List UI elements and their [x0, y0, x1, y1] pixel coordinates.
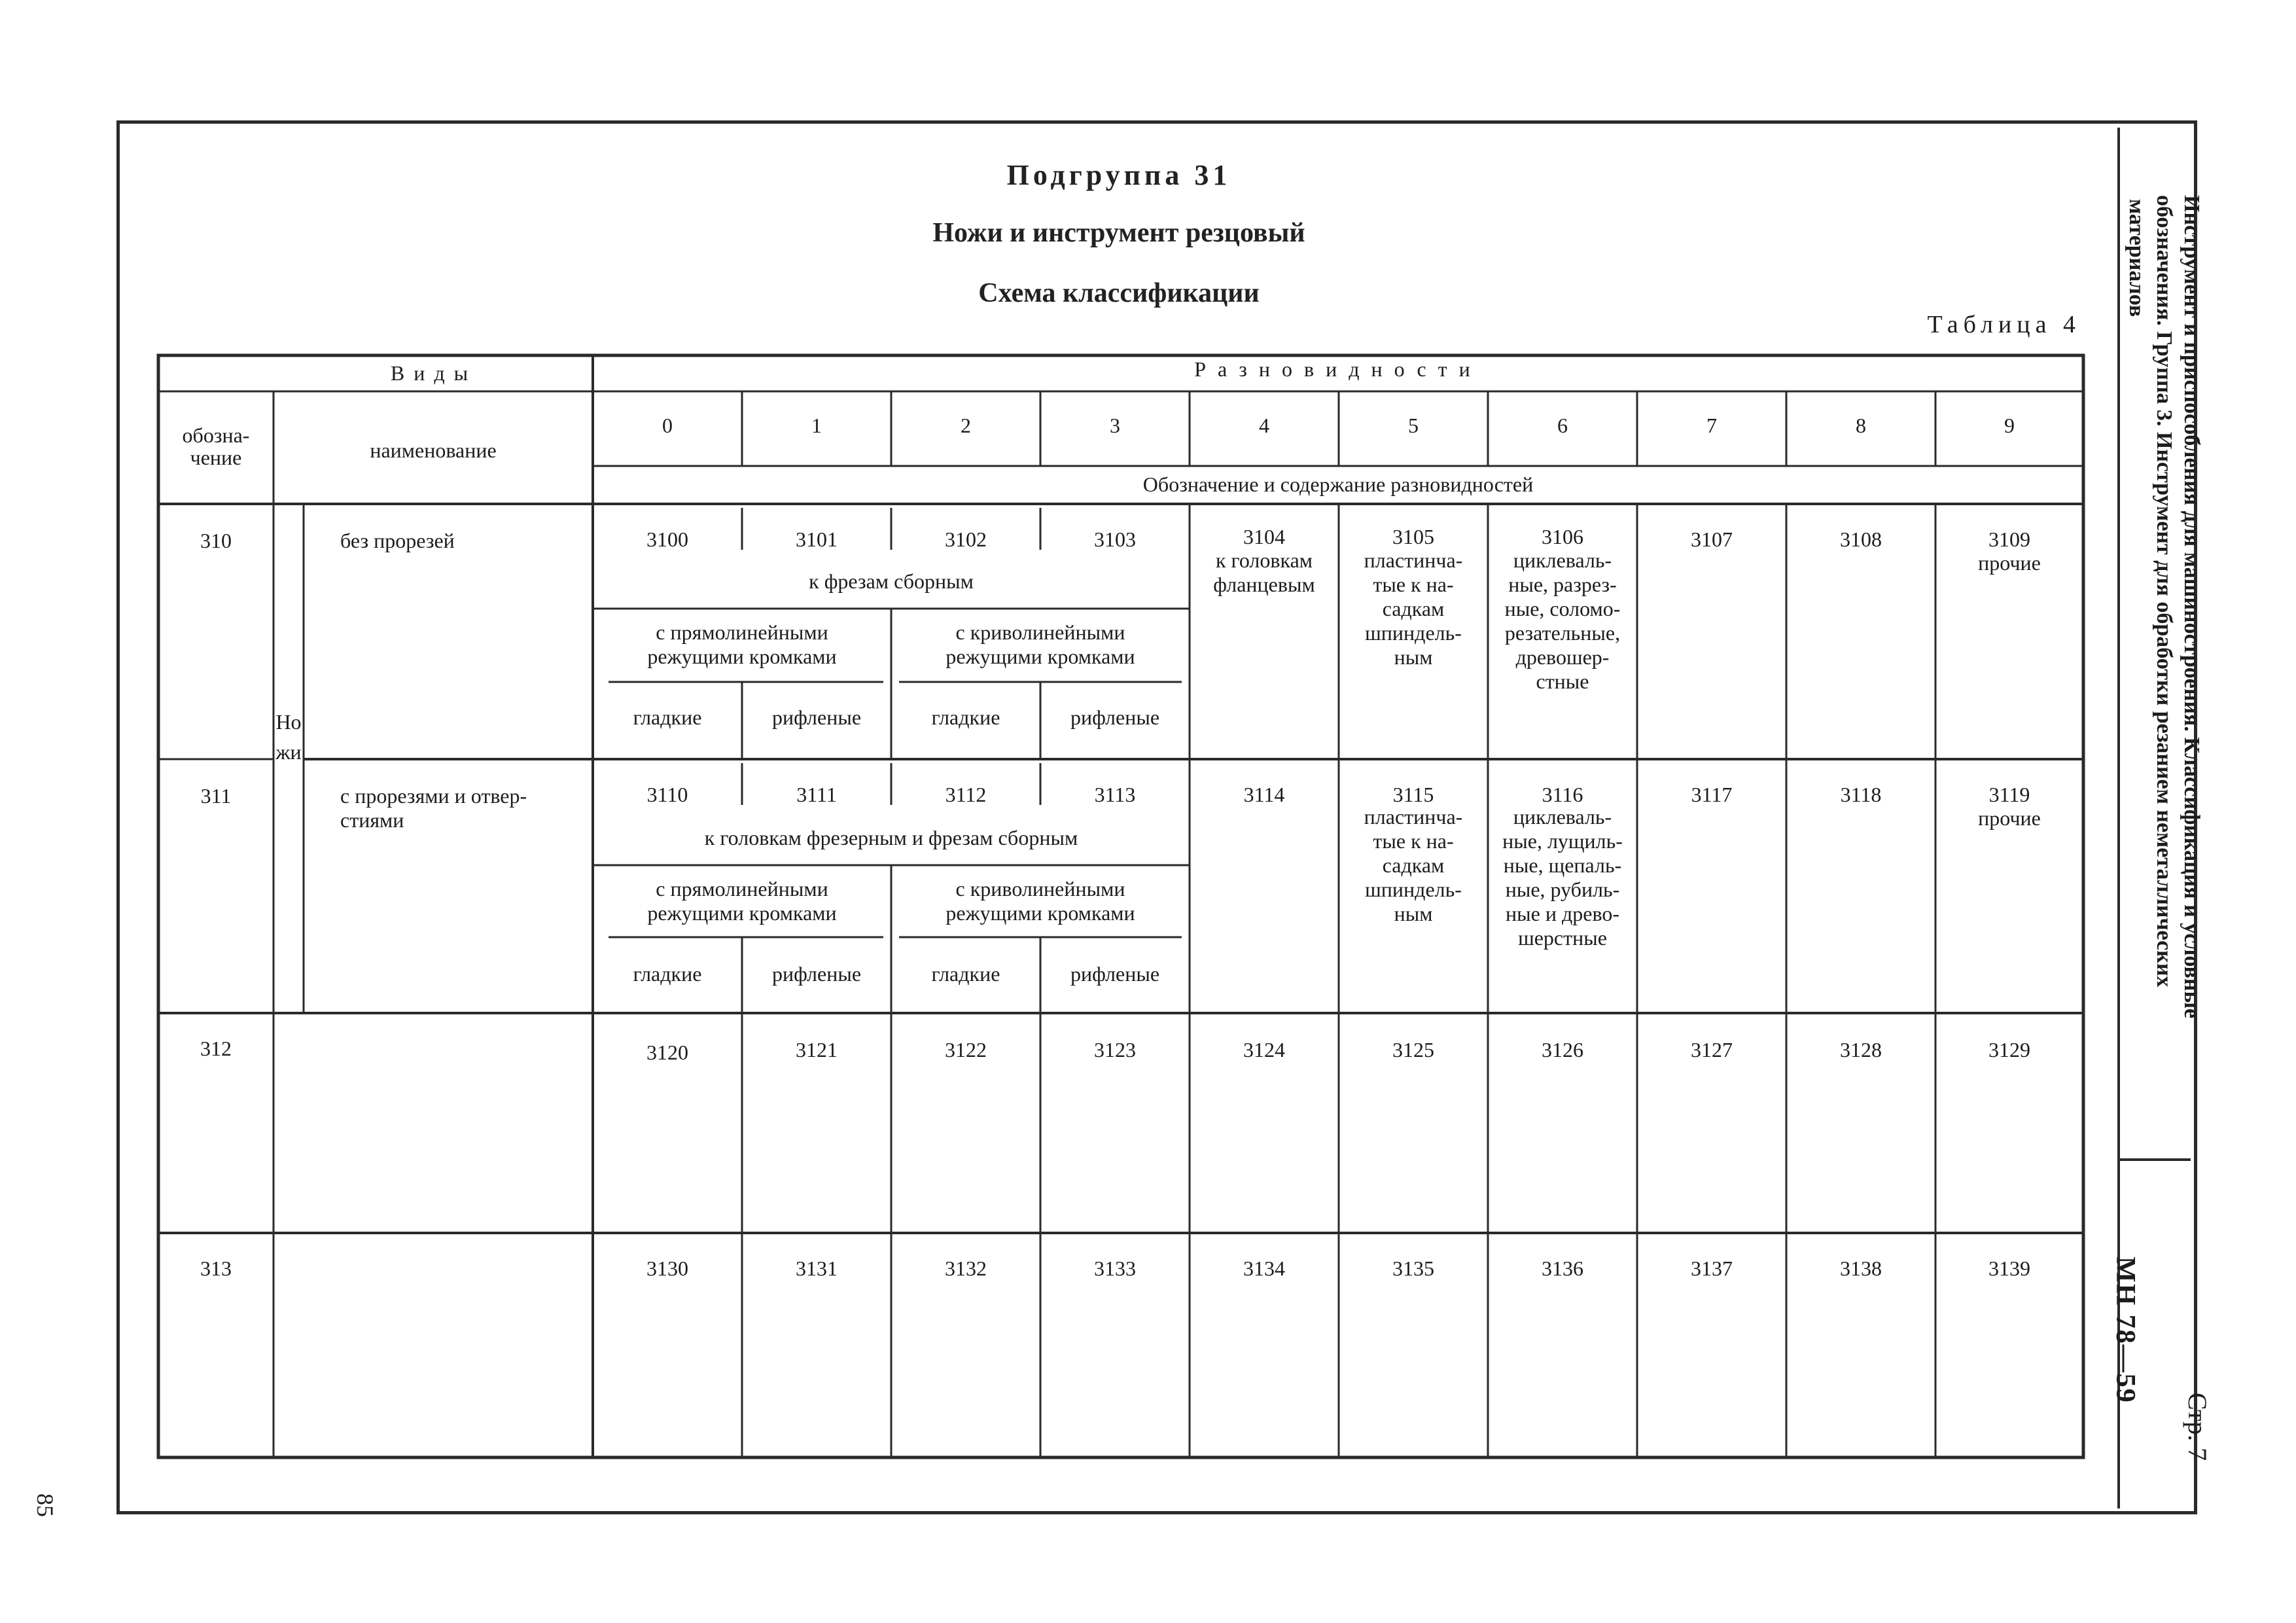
side-title-line: обозначения. Группа 3. Инструмент для обработки резанием неметаллических [2152, 195, 2176, 988]
row-310-edge-straight: с прямолинейными режущими кромками [647, 620, 837, 668]
row-312-cell: 3121 [796, 1038, 838, 1061]
row-311-cell: 3118 [1840, 783, 1882, 806]
document-title: Ножи и инструмент резцовый [932, 218, 1305, 248]
subgroup-heading: Подгруппа 31 [1006, 159, 1231, 191]
row-310-smooth: гладкие [931, 705, 1000, 729]
kinds-header: Виды [390, 361, 478, 385]
row-311-cell: 3119 [1988, 783, 2030, 806]
row-313-cell: 3139 [1988, 1257, 2030, 1280]
row-310-smooth: гладкие [633, 705, 702, 729]
page-label: Стр. 7 [2183, 1393, 2212, 1461]
row-311-cell: 3114 [1243, 783, 1285, 806]
row-311-edge-straight: с прямолинейными режущими кромками [647, 877, 837, 925]
row-311-cell: 3113 [1094, 783, 1136, 806]
row-310-fluted: рифленые [1070, 705, 1160, 729]
row-311-desc-9: прочие [1978, 806, 2041, 830]
row-311-cell: 3115 [1392, 783, 1434, 806]
row-310-cell: 3105 [1392, 525, 1434, 548]
digit-header-4: 4 [1259, 414, 1269, 437]
row-311-desc-6: циклеваль- ные, лущиль- ные, щепаль- ные, рубиль- ные и древо- шерстные [1502, 805, 1623, 950]
digit-header-5: 5 [1408, 414, 1419, 437]
row-312-cell: 3123 [1094, 1038, 1136, 1061]
row-310-fluted: рифленые [771, 705, 862, 729]
row-311-smooth: гладкие [931, 962, 1000, 986]
row-310-cell: 3101 [796, 527, 838, 551]
row-312-code: 312 [200, 1037, 232, 1060]
row-313-cell: 3136 [1542, 1257, 1583, 1280]
page-number: 85 [32, 1493, 58, 1517]
row-310-cell: 3104 [1243, 525, 1285, 548]
side-title-line: материалов [2125, 199, 2149, 317]
row-310-cell: 3106 [1542, 525, 1583, 548]
row-310-cell: 3102 [945, 527, 987, 551]
row-312-cell: 3127 [1691, 1038, 1733, 1061]
varieties-header: Разновидности [1194, 357, 1482, 381]
digit-header-2: 2 [961, 414, 971, 437]
row-311-fluted: рифленые [771, 962, 862, 986]
row-312-cell: 3129 [1988, 1038, 2030, 1061]
row-313-cell: 3132 [945, 1257, 987, 1280]
row-311-edge-curved: с криволинейными режущими кромками [945, 877, 1135, 925]
row-311-cell: 3116 [1542, 783, 1583, 806]
row-313-cell: 3133 [1094, 1257, 1136, 1280]
row-313-cell: 3135 [1392, 1257, 1434, 1280]
row-310-desc-6: циклеваль- ные, разрез- ные, соломо- резательные, древошер- стные [1504, 548, 1621, 693]
row-313-cell: 3137 [1691, 1257, 1733, 1280]
row-311-cell: 3110 [646, 783, 688, 806]
row-311-cell: 3111 [796, 783, 837, 806]
row-313-cell: 3134 [1243, 1257, 1285, 1280]
digit-header-8: 8 [1856, 414, 1866, 437]
row-312-cell: 3128 [1840, 1038, 1882, 1061]
row-310-cell: 3108 [1840, 527, 1882, 551]
row-311-smooth: гладкие [633, 962, 702, 986]
row-310-code: 310 [200, 529, 232, 552]
scheme-heading: Схема классификации [978, 278, 1260, 308]
row-313-cell: 3131 [796, 1257, 838, 1280]
row-310-desc-5: пластинча- тые к на- садкам шпиндель- ным [1364, 548, 1463, 669]
table-number: Таблица 4 [1927, 311, 2081, 338]
digit-header-3: 3 [1110, 414, 1120, 437]
knives-vertical-label: Ножи [275, 710, 302, 764]
designation-header: обозна- чение [182, 423, 250, 469]
row-311-code: 311 [200, 784, 232, 808]
digit-header-9: 9 [2004, 414, 2015, 437]
row-312-cell: 3122 [945, 1038, 987, 1061]
content-header: Обозначение и содержание разновидностей [1142, 473, 1534, 496]
digit-header-1: 1 [811, 414, 822, 437]
row-313-cell: 3130 [646, 1257, 688, 1280]
row-311-name: с прорезями и отвер- стиями [340, 784, 527, 832]
row-313-code: 313 [200, 1257, 232, 1280]
row-312-cell: 3126 [1542, 1038, 1583, 1061]
row-310-edge-curved: с криволинейными режущими кромками [945, 620, 1135, 668]
row-311-span-label: к головкам фрезерным и фрезам сборным [704, 826, 1078, 849]
row-312-cell: 3125 [1392, 1038, 1434, 1061]
row-310-cell: 3107 [1691, 527, 1733, 551]
row-310-desc-4: к головкам фланцевым [1213, 548, 1315, 596]
digit-header-7: 7 [1706, 414, 1717, 437]
row-311-cell: 3117 [1691, 783, 1733, 806]
row-310-cell: 3103 [1094, 527, 1136, 551]
row-311-fluted: рифленые [1070, 962, 1160, 986]
digit-header-0: 0 [662, 414, 673, 437]
row-311-cell: 3112 [945, 783, 987, 806]
name-header: наименование [370, 438, 497, 462]
row-313-cell: 3138 [1840, 1257, 1882, 1280]
row-310-span-label: к фрезам сборным [809, 569, 974, 593]
row-312-cell: 3120 [646, 1041, 688, 1064]
standard-code: МН 78—59 [2110, 1257, 2140, 1404]
row-310-cell: 3109 [1988, 527, 2030, 551]
row-312-cell: 3124 [1243, 1038, 1285, 1061]
row-310-name: без прорезей [340, 529, 455, 552]
digit-header-6: 6 [1557, 414, 1568, 437]
side-title-line: Инструмент и приспособления для машиностроения. Классификация и условные [2180, 195, 2204, 1019]
row-310-cell: 3100 [646, 527, 688, 551]
row-310-desc-9: прочие [1978, 551, 2041, 575]
row-311-desc-5: пластинча- тые к на- садкам шпиндель- ным [1364, 805, 1463, 925]
